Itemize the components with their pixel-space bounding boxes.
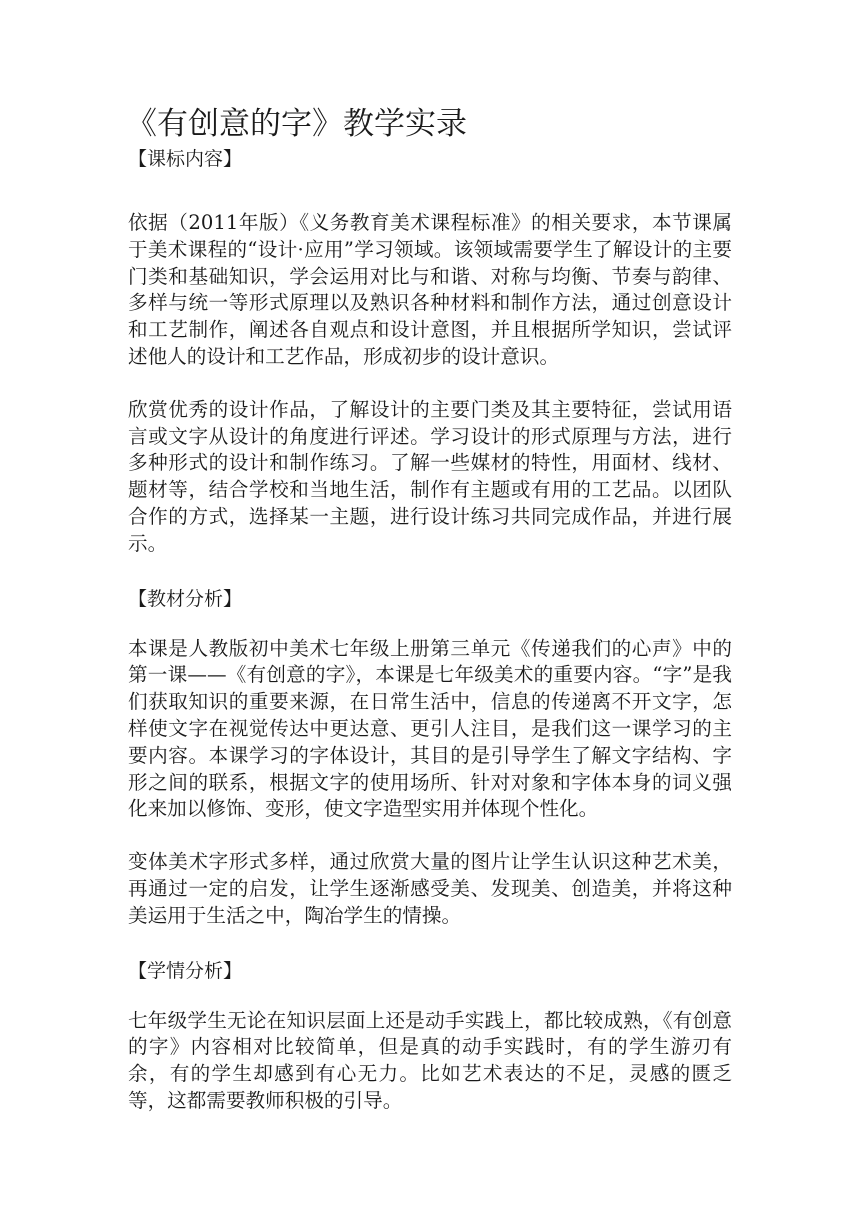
section-heading-textbook: 【教材分析】 (128, 587, 243, 610)
paragraph-students-1: 七年级学生无论在知识层面上还是动手实践上，都比较成熟，《有创意的字》内容相对比较简单，但是真的动手实践时，有的学生游刃有余，有的学生却感到有心无力。比如艺术表达的不足，灵感的匮乏等，这都需要教师积极的引导。 (128, 1008, 732, 1112)
section-heading-students: 【学情分析】 (128, 959, 243, 982)
paragraph-textbook-1: 本课是人教版初中美术七年级上册第三单元《传递我们的心声》中的第一课——《有创意的字》，本课是七年级美术的重要内容。“字”是我们获取知识的重要来源，在日常生活中，信息的传递离不开文字，怎样使文字在视觉传达中更达意、更引人注目，是我们这一课学习的主要内容。本课学习的字体设计，其目的是引导学生了解文字结构、字形之间的联系，根据文字的使用场所、针对对象和字体本身的词义强化来加以修饰、变形，使文字造型实用并体现个性化。 (128, 636, 732, 821)
paragraph-curriculum-1: 依据（2011年版）《义务教育美术课程标准》的相关要求，本节课属于美术课程的“设计·应用”学习领域。该领域需要学生了解设计的主要门类和基础知识，学会运用对比与和谐、对称与均衡、节奏与韵律、多样与统一等形式原理以及熟识各种材料和制作方法，通过创意设计和工艺制作，阐述各自观点和设计意图，并且根据所学知识，尝试评述他人的设计和工艺作品，形成初步的设计意识。 (128, 211, 732, 368)
document-title: 《有创意的字》教学实录 (126, 106, 467, 142)
document-page (128, 104, 732, 1115)
paragraph-curriculum-2: 欣赏优秀的设计作品，了解设计的主要门类及其主要特征，尝试用语言或文字从设计的角度进行评述。学习设计的形式原理与方法，进行多种形式的设计和制作练习。了解一些媒材的特性，用面材、线材、题材等，结合学校和当地生活，制作有主题或有用的工艺品。以团队合作的方式，选择某一主题，进行设计练习共同完成作品，并进行展示。 (128, 397, 732, 555)
section-heading-curriculum: 【课标内容】 (128, 148, 243, 170)
paragraph-textbook-2: 变体美术字形式多样，通过欣赏大量的图片让学生认识这种艺术美，再通过一定的启发，让学生逐渐感受美、发现美、创造美，并将这种美运用于生活之中，陶冶学生的情操。 (128, 850, 732, 927)
